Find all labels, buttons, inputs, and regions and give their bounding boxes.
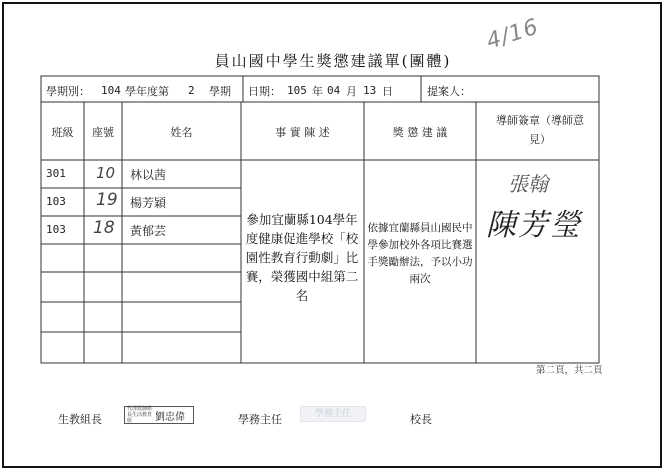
student-affairs-label: 學務主任 (238, 413, 282, 426)
school-year-text: 學年度第 (125, 85, 169, 98)
student-3-seat: 18 (93, 218, 115, 238)
student-3-name: 黃郁芸 (130, 224, 167, 238)
student-affairs-stamp-text: 學務主任 (314, 409, 351, 419)
column-header-teacher-sign: 導師簽章（導師意見） (496, 114, 584, 146)
date-label: 日期： (248, 85, 281, 98)
column-header-seat: 座號 (92, 126, 114, 139)
date-day: 13 (363, 84, 377, 97)
discipline-head-stamp (124, 406, 194, 424)
date-month: 04 (327, 84, 341, 97)
column-header-class: 班級 (51, 126, 74, 139)
school-year: 104 (101, 84, 121, 97)
facts-statement: 參加宜蘭縣104學年度健康促進學校「校園性教育行動劇」比賽，榮獲國中組第二名 (245, 212, 359, 303)
date-day-unit: 日 (382, 85, 393, 98)
semester-number: 2 (188, 84, 195, 97)
teacher-signature-1: 張翰 (508, 172, 548, 196)
principal-label: 校長 (410, 413, 432, 426)
student-1-name: 林以茜 (130, 168, 167, 182)
student-2-seat: 19 (96, 190, 118, 210)
discipline-head-label: 生教組長 (58, 413, 102, 426)
date-year-unit: 年 (312, 85, 323, 98)
student-1-seat: 10 (96, 164, 116, 182)
student-2-class: 103 (46, 195, 66, 208)
discipline-head-stamp-name: 劉忠偉 (155, 411, 185, 423)
student-affairs-stamp (300, 406, 366, 422)
date-year: 105 (287, 84, 307, 97)
corner-handwritten-note: 4/16 (483, 14, 542, 55)
student-3-class: 103 (46, 223, 66, 236)
column-header-facts: 事 實 陳 述 (275, 126, 330, 139)
recommendation-statement: 依據宜蘭縣員山國民中學參加校外各項比賽選手獎勵辦法，予以小功兩次 (367, 222, 473, 285)
discipline-head-stamp-title: 代理教師組長生活教育組 (127, 406, 153, 424)
teacher-signature-2: 陳芳瑩 (486, 208, 582, 243)
term-label: 學期別： (46, 85, 90, 98)
date-month-unit: 月 (346, 85, 357, 98)
student-1-class: 301 (46, 167, 66, 180)
semester-text: 學期 (209, 85, 231, 98)
student-2-name: 楊芳穎 (130, 196, 167, 210)
document-title: 員山國中學生獎懲建議單(團體) (214, 52, 452, 70)
column-header-name: 姓名 (170, 126, 193, 139)
page-number: 第二頁，共二頁 (536, 365, 603, 376)
column-header-recommendation: 獎 懲 建 議 (392, 126, 448, 139)
proposer-label: 提案人： (427, 85, 471, 98)
